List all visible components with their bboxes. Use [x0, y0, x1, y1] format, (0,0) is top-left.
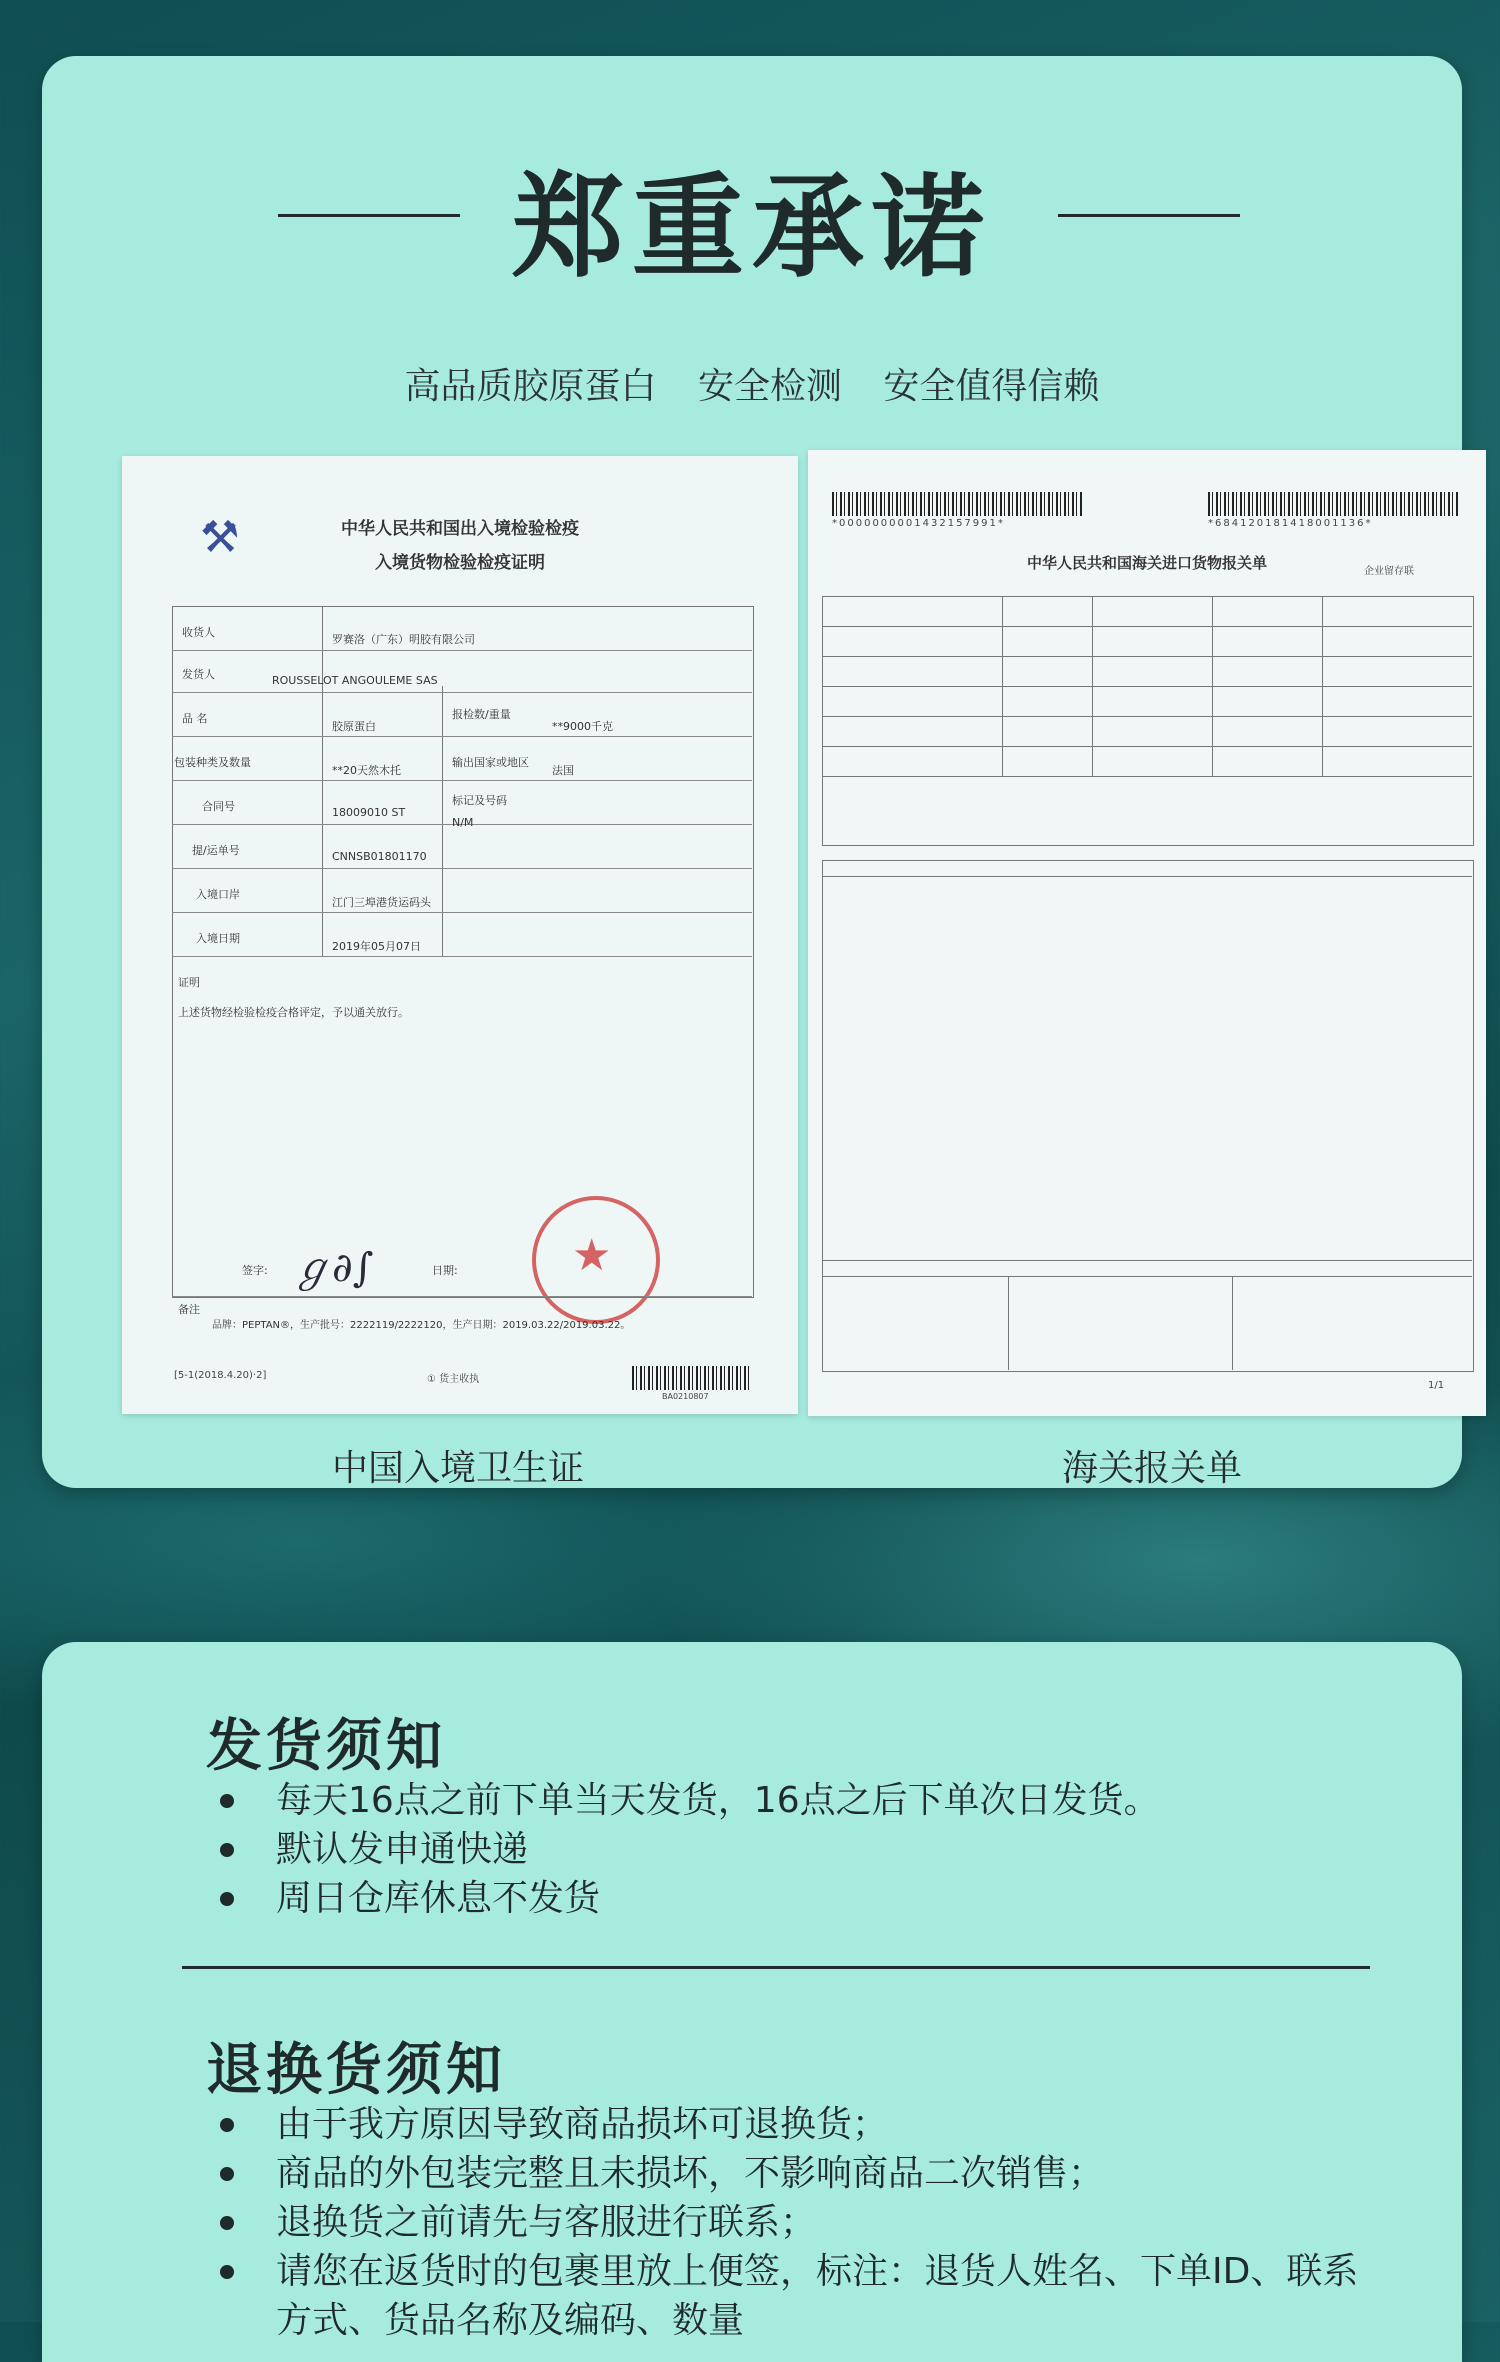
emblem-icon: ⚒ — [200, 512, 240, 563]
cert-date-label: 日期: — [432, 1264, 458, 1277]
cert-value: **9000千克 — [552, 720, 613, 733]
customs-grid-line — [822, 656, 1472, 657]
cert-label: 入境日期 — [196, 932, 240, 945]
list-item: 每天16点之前下单当天发货，16点之后下单次日发货。 — [220, 1776, 1160, 1825]
list-item: 退换货之前请先与客服进行联系； — [220, 2198, 1360, 2247]
cert-label: 输出国家或地区 — [452, 756, 529, 769]
customs-barcode-right-number: *684120181418001136* — [1208, 518, 1373, 529]
customs-grid-col — [1212, 596, 1213, 776]
customs-heading: 中华人民共和国海关进口货物报关单 — [1026, 554, 1267, 572]
customs-grid-line — [822, 746, 1472, 747]
list-item: 由于我方原因导致商品损坏可退换货； — [220, 2100, 1360, 2149]
cert-remark-label: 备注 — [178, 1303, 200, 1316]
cert-row-line — [172, 736, 752, 737]
seal-star-icon: ★ — [572, 1230, 612, 1281]
cert-row-line — [172, 868, 752, 869]
list-item: 请您在返货时的包裹里放上便签，标注：退货人姓名、下单ID、联系方式、货品名称及编码、数量 — [220, 2247, 1360, 2345]
cert-label: 合同号 — [202, 800, 235, 813]
cert-label: 包装种类及数量 — [174, 756, 251, 769]
customs-grid-line — [822, 626, 1472, 627]
customs-caption: 海关报关单 — [1061, 1448, 1242, 1489]
cert-label: 入境口岸 — [196, 888, 240, 901]
customs-grid-line — [822, 776, 1472, 777]
cert-value: 胶原蛋白 — [332, 720, 376, 733]
cert-heading-1: 中华人民共和国出入境检验检疫 — [341, 519, 579, 539]
cert-row-line — [172, 956, 752, 957]
promise-title: 郑重承诺 — [512, 163, 992, 293]
customs-grid-col — [1322, 596, 1323, 776]
cert-row-line — [172, 1296, 752, 1297]
cert-value: 罗赛洛（广东）明胶有限公司 — [332, 633, 475, 646]
cert-row-line — [172, 912, 752, 913]
shipping-title: 发货须知 — [206, 1714, 446, 1779]
inspection-certificate-image — [122, 456, 798, 1414]
cert-value: **20天然木托 — [332, 764, 401, 777]
customs-grid-line — [822, 716, 1472, 717]
certificate-caption: 中国入境卫生证 — [331, 1448, 584, 1489]
customs-goods-grid — [822, 860, 1474, 1372]
section-divider — [182, 1966, 1370, 1969]
returns-list — [220, 2100, 1360, 2345]
customs-grid-line — [822, 686, 1472, 687]
customs-grid-line — [822, 1260, 1472, 1261]
cert-heading-2: 入境货物检验检疫证明 — [375, 553, 545, 573]
customs-barcode-right — [1208, 492, 1458, 516]
customs-header-grid — [822, 596, 1474, 846]
list-item: 商品的外包装完整且未损坏，不影响商品二次销售； — [220, 2149, 1360, 2198]
cert-footer-code: [5-1(2018.4.20)·2] — [174, 1370, 267, 1381]
notice-card — [42, 1642, 1462, 2362]
returns-title: 退换货须知 — [206, 2038, 506, 2103]
cert-value: ROUSSELOT ANGOULEME SAS — [272, 674, 438, 687]
customs-grid-line — [822, 876, 1472, 877]
cert-value: 江门三埠港货运码头 — [332, 896, 431, 909]
promise-subtitle: 高品质胶原蛋白 安全检测 安全值得信赖 — [404, 366, 1100, 407]
customs-grid-line — [822, 1276, 1472, 1277]
cert-col-divider — [322, 606, 323, 956]
cert-value: 18009010 ST — [332, 806, 406, 819]
cert-row-line — [172, 780, 752, 781]
customs-grid-col — [1008, 1276, 1009, 1370]
customs-grid-col — [1092, 596, 1093, 776]
customs-barcode-left-number: *0000000001432157991* — [832, 518, 1005, 529]
cert-remark-text: 品牌：PEPTAN®，生产批号：2222119/2222120，生产日期：2019.03.22/2019.03.22。 — [212, 1320, 631, 1331]
cert-value: 2019年05月07日 — [332, 940, 421, 953]
official-seal-icon — [532, 1196, 660, 1324]
signature-icon: ℊ∂∫ — [292, 1245, 374, 1291]
cert-value: CNNSB01801170 — [332, 850, 427, 863]
cert-value: N/M — [452, 816, 474, 829]
customs-grid-col — [1002, 596, 1003, 776]
customs-grid-col — [1232, 1276, 1233, 1370]
list-item: 默认发申通快递 — [220, 1825, 1160, 1874]
cert-value: 法国 — [552, 764, 574, 777]
cert-label: 提/运单号 — [192, 844, 240, 857]
shipping-list — [220, 1776, 1160, 1923]
cert-sign-label: 签字: — [242, 1264, 268, 1277]
cert-proof-label: 证明 — [178, 976, 200, 989]
cert-barcode — [632, 1366, 752, 1390]
cert-barcode-number: BA0210807 — [662, 1392, 709, 1401]
cert-label: 收货人 — [182, 626, 215, 639]
cert-proof-text: 上述货物经检验检疫合格评定，予以通关放行。 — [178, 1006, 409, 1019]
cert-row-line — [172, 650, 752, 651]
cert-label: 品 名 — [182, 712, 208, 725]
cert-label: 标记及号码 — [452, 794, 507, 807]
list-item: 周日仓库休息不发货 — [220, 1874, 1160, 1923]
customs-declaration-image — [808, 450, 1486, 1416]
cert-footer-note: ① 货主收执 — [427, 1374, 480, 1385]
cert-label: 报检数/重量 — [452, 708, 511, 721]
cert-col-divider-2 — [442, 686, 443, 956]
cert-row-line — [172, 692, 752, 693]
customs-page-number: 1/1 — [1428, 1380, 1445, 1391]
cert-label: 发货人 — [182, 668, 215, 681]
customs-corner-label: 企业留存联 — [1364, 566, 1414, 577]
promise-card — [42, 56, 1462, 1488]
customs-barcode-left — [832, 492, 1082, 516]
